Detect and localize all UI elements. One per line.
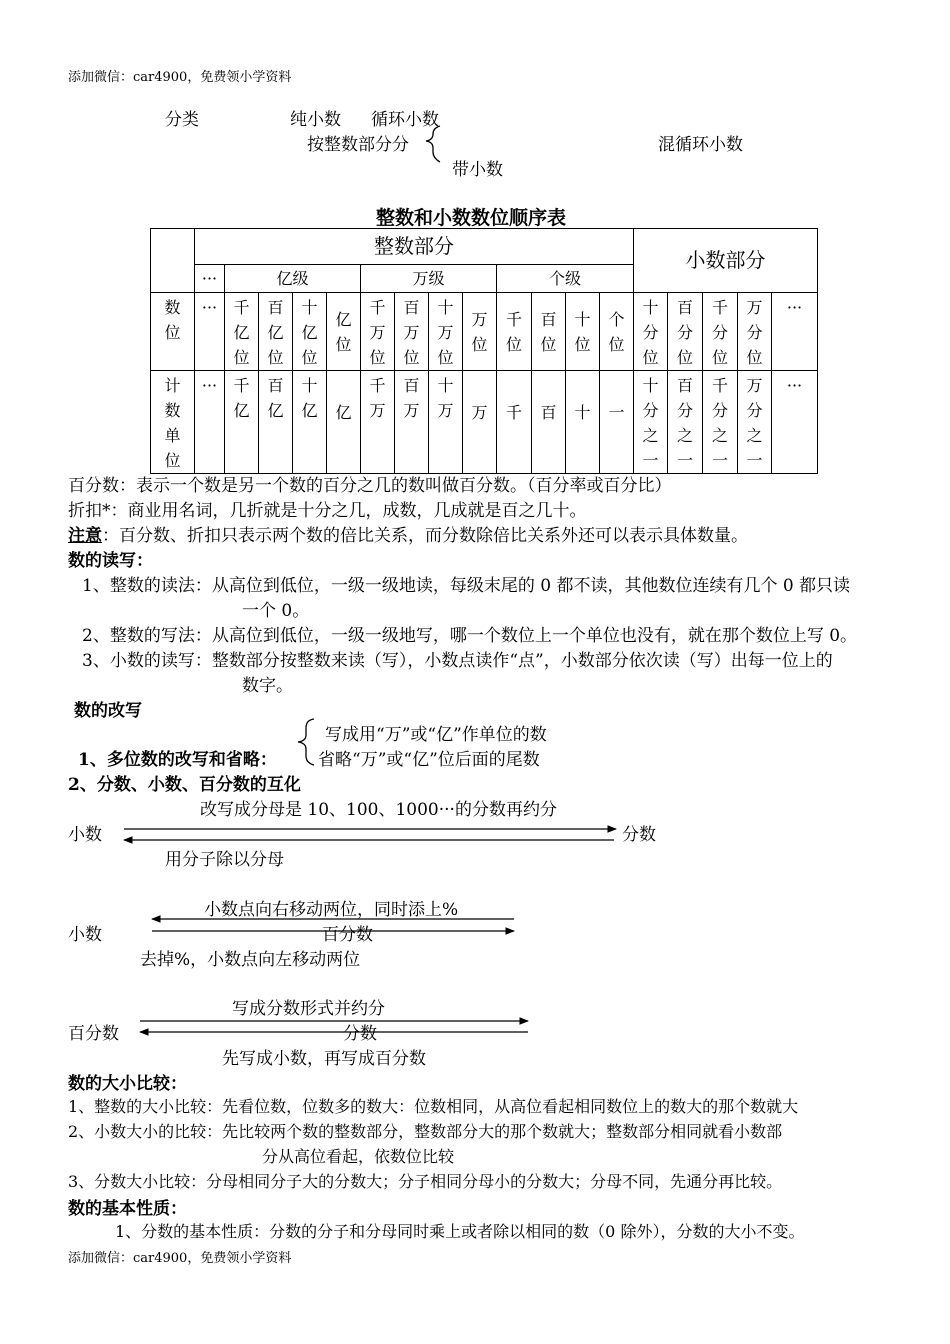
unit-cell: 万	[463, 371, 497, 474]
percent-definition: 百分数：表示一个数是另一个数的百分之几的数叫做百分数。（百分率或百分比）	[68, 476, 672, 496]
conv2-top-label: 小数点向右移动两位，同时添上%	[204, 900, 459, 920]
decimal-place-cell: 十分位	[634, 293, 668, 371]
conv3-top-label: 写成分数形式并约分	[232, 999, 385, 1019]
unit-cell: 十	[566, 371, 600, 474]
rewrite-heading: 数的改写	[74, 701, 142, 721]
grade-wan: 万级	[361, 265, 497, 293]
table-title: 整数和小数数位顺序表	[376, 207, 567, 229]
unit-cell: 百	[532, 371, 566, 474]
property-rule-1: 1、分数的基本性质：分数的分子和分母同时乘上或者除以相同的数（0 除外），分数的大小不变。	[115, 1222, 805, 1241]
discount-definition: 折扣*：商业用名词，几折就是十分之几，成数，几成就是百之几十。	[68, 501, 587, 521]
reading-rule-1-cont: 一个 0。	[242, 601, 310, 621]
by-integer-part: 按整数部分分	[307, 135, 409, 155]
comparison-rule-3: 3、分数大小比较：分母相同分子大的分数大；分子相同分母小的分数大；分母不同，先通分再比较。	[68, 1172, 783, 1191]
reading-rule-1: 1、整数的读法：从高位到低位，一级一级地读，每级末尾的 0 都不读，其他数位连续有几个 0 都只读	[82, 576, 851, 596]
conv3-right-label: 分数	[343, 1024, 377, 1044]
grade-ge: 个级	[497, 265, 634, 293]
mixed-recurring: 混循环小数	[658, 135, 743, 155]
unit-cell: 千万	[361, 371, 395, 474]
comparison-heading: 数的大小比较：	[68, 1074, 187, 1094]
unit-cell: 千	[497, 371, 532, 474]
unit-cell: 亿	[327, 371, 361, 474]
conv3-bottom-label: 先写成小数，再写成百分数	[222, 1049, 426, 1069]
unit-cell: 十万	[429, 371, 463, 474]
conv3-left-label: 百分数	[68, 1024, 119, 1044]
comparison-rule-2: 2、小数大小的比较：先比较两个数的整数部分，整数部分大的那个数就大；整数部分相同就看小数部	[68, 1122, 783, 1141]
decimal-rule-3: 3、小数的读写：整数部分按整数来读（写），小数点读作“点”，小数部分依次读（写）出每一位上的	[82, 651, 833, 671]
rewrite-1-label: 1、多位数的改写和省略：	[78, 750, 277, 770]
decimal-unit-cell: 万分之一	[738, 371, 772, 474]
rewrite-option-a: 写成用“万”或“亿”作单位的数	[325, 725, 547, 745]
ellipsis-cell: ···	[772, 371, 818, 474]
decimal-place-cell: 万分位	[738, 293, 772, 371]
place-cell: 十位	[566, 293, 600, 371]
unit-cell: 一	[600, 371, 634, 474]
conv1-left-label: 小数	[68, 825, 102, 845]
place-cell: 百位	[532, 293, 566, 371]
note-label: 注意	[68, 526, 102, 546]
pure-decimal: 纯小数	[290, 110, 341, 130]
row-label-place: 数位	[151, 293, 195, 371]
properties-heading: 数的基本性质：	[68, 1199, 187, 1219]
decimal-part-header: 小数部分	[634, 229, 818, 293]
rewrite-option-b: 省略“万”或“亿”位后面的尾数	[318, 750, 540, 770]
conv2-bottom-label: 去掉%，小数点向左移动两位	[140, 950, 361, 970]
header-note: 添加微信：car4900，免费领小学资料	[68, 70, 292, 85]
decimal-place-cell: 千分位	[703, 293, 738, 371]
conv2-right-label: 百分数	[322, 925, 373, 945]
ellipsis-cell: ···	[195, 265, 225, 293]
decimal-unit-cell: 千分之一	[703, 371, 738, 474]
place-cell: 十万位	[429, 293, 463, 371]
conv1-bottom-label: 用分子除以分母	[165, 850, 284, 870]
row-label-unit: 计数单位	[151, 371, 195, 474]
recurring-decimal: 循环小数	[371, 110, 439, 130]
classification-brace	[426, 126, 440, 162]
grade-yi: 亿级	[225, 265, 361, 293]
place-cell: 千位	[497, 293, 532, 371]
ellipsis-cell: ···	[195, 293, 225, 371]
decimal-unit-cell: 百分之一	[668, 371, 703, 474]
place-cell: 千万位	[361, 293, 395, 371]
comparison-rule-2-cont: 分从高位看起，依数位比较	[262, 1147, 455, 1166]
ellipsis-cell: ···	[195, 371, 225, 474]
unit-cell: 百亿	[259, 371, 293, 474]
conv1-right-label: 分数	[622, 825, 656, 845]
conv1-top-label: 改写成分母是 10、100、1000···的分数再约分	[200, 800, 557, 820]
unit-cell: 百万	[395, 371, 429, 474]
place-cell: 万位	[463, 293, 497, 371]
decimal-rule-3-cont: 数字。	[242, 676, 293, 696]
decimal-unit-cell: 十分之一	[634, 371, 668, 474]
decimal-place-cell: 百分位	[668, 293, 703, 371]
integer-part-header: 整数部分	[195, 229, 634, 265]
unit-cell: 千亿	[225, 371, 259, 474]
place-cell: 十亿位	[293, 293, 327, 371]
mixed-decimal: 带小数	[452, 160, 503, 180]
conv2-left-label: 小数	[68, 925, 102, 945]
ellipsis-cell: ···	[772, 293, 818, 371]
comparison-rule-1: 1、整数的大小比较：先看位数，位数多的数大：位数相同，从高位看起相同数位上的数大的那个数就大	[68, 1097, 799, 1116]
reading-writing-heading: 数的读写：	[68, 551, 153, 571]
place-cell: 个位	[600, 293, 634, 371]
place-cell: 千亿位	[225, 293, 259, 371]
rewrite-2-heading: 2、分数、小数、百分数的互化	[68, 775, 301, 795]
unit-cell: 十亿	[293, 371, 327, 474]
place-cell: 亿位	[327, 293, 361, 371]
footer-note: 添加微信：car4900，免费领小学资料	[68, 1251, 292, 1266]
note-body: ：百分数、折扣只表示两个数的倍比关系，而分数除倍比关系外还可以表示具体数量。	[102, 526, 748, 546]
rewrite-brace	[298, 719, 314, 765]
place-cell: 百万位	[395, 293, 429, 371]
writing-rule-2: 2、整数的写法：从高位到低位，一级一级地写，哪一个数位上一个单位也没有，就在那个数位上写 0。	[82, 626, 858, 646]
classification-label: 分类	[165, 110, 199, 130]
place-cell: 百亿位	[259, 293, 293, 371]
